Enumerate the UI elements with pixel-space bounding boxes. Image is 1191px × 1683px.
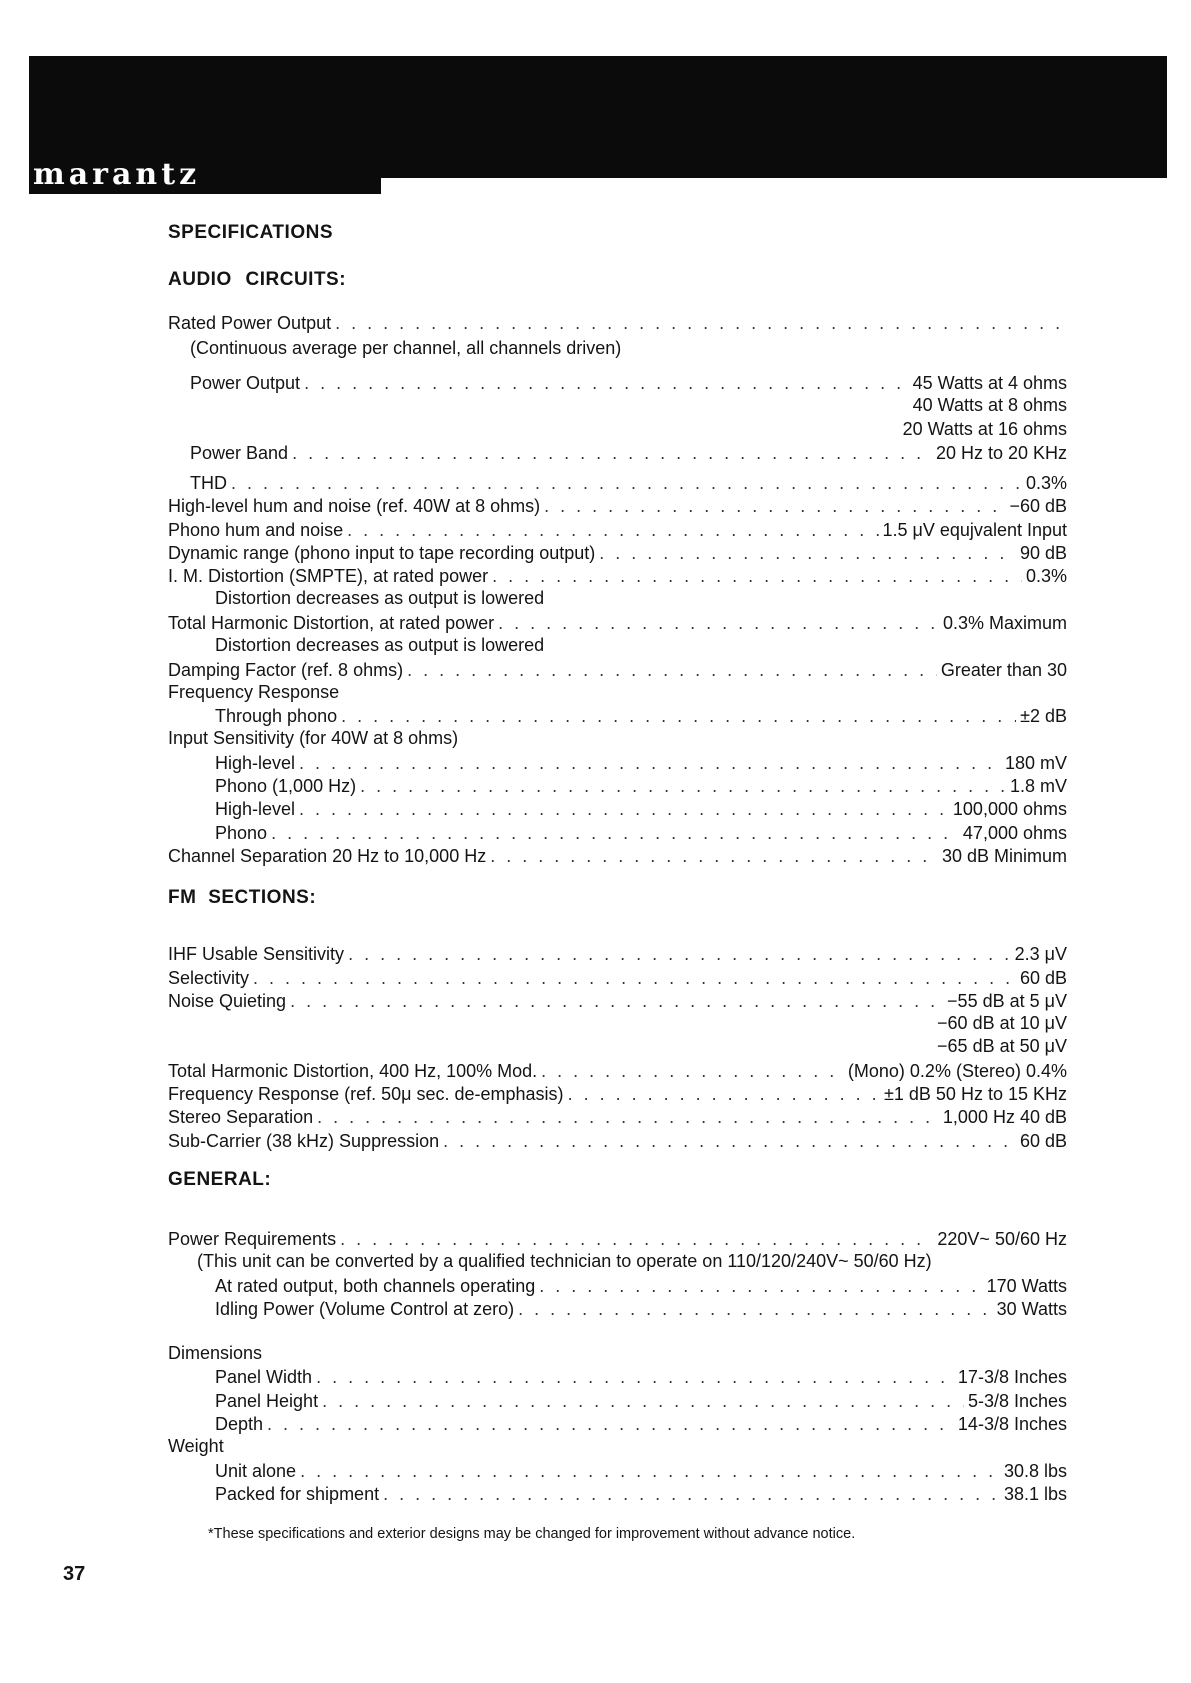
- dot-leader: [348, 943, 1011, 965]
- spec-label: Panel Width: [215, 1367, 313, 1388]
- spec-row-subcarrier: [168, 1128, 1067, 1151]
- spec-label: Frequency Response (ref. 50μ sec. de-emphasis): [168, 1084, 564, 1105]
- dot-leader: [568, 1083, 880, 1105]
- spec-value: 45 Watts at 4 ohms: [912, 373, 1067, 394]
- spec-row-damping: [168, 657, 1067, 680]
- spec-label: THD: [190, 473, 227, 494]
- spec-row-rated-output: [168, 1273, 1067, 1296]
- dot-leader: [231, 472, 1022, 494]
- spec-value: 100,000 ohms: [952, 799, 1067, 820]
- spec-row-sens-high: [168, 750, 1067, 773]
- spec-value: 40 Watts at 8 ohms: [912, 395, 1067, 416]
- spec-value: −55 dB at 5 μV: [947, 990, 1067, 1011]
- spec-value: 0.3% Maximum: [942, 612, 1067, 633]
- spacer: [168, 1320, 1067, 1342]
- dot-leader: [544, 495, 1005, 517]
- dot-leader: [341, 705, 1016, 727]
- dot-leader: [492, 565, 1022, 587]
- spec-value: 60 dB: [1019, 1130, 1067, 1151]
- spec-row-idling-power: [168, 1297, 1067, 1320]
- dot-leader: [599, 542, 1016, 564]
- spec-value: 170 Watts: [986, 1275, 1067, 1296]
- spec-value: ±2 dB: [1020, 706, 1067, 727]
- spec-label: Packed for shipment: [215, 1483, 380, 1504]
- page-number: 37: [63, 1563, 86, 1585]
- spec-row-hum-high-level: [168, 494, 1067, 517]
- dot-leader: [271, 822, 959, 844]
- spec-label: Power Band: [190, 443, 289, 464]
- spec-note: Distortion decreases as output is lowered: [215, 588, 545, 609]
- dot-leader: [347, 519, 878, 541]
- spec-value: Greater than 30: [940, 659, 1067, 680]
- spec-value: −65 dB at 50 μV: [937, 1036, 1067, 1057]
- spec-label: Unit alone: [215, 1460, 297, 1481]
- dot-leader: [360, 775, 1006, 797]
- spec-label: Total Harmonic Distortion, 400 Hz, 100% Mod.: [168, 1060, 538, 1081]
- spec-row-unit-alone: [168, 1458, 1067, 1481]
- spec-value: 1,000 Hz 40 dB: [942, 1107, 1067, 1128]
- dot-leader: [267, 1413, 954, 1435]
- spec-value: 30 Watts: [996, 1298, 1067, 1319]
- dot-leader: [407, 659, 937, 681]
- spec-value: 90 dB: [1019, 543, 1067, 564]
- dot-leader: [498, 612, 939, 634]
- spec-row-thd: [168, 464, 1067, 494]
- dot-leader: [541, 1060, 844, 1082]
- spec-value: 2.3 μV: [1014, 944, 1067, 965]
- spec-note: (This unit can be converted by a qualified technician to operate on 110/120/240V~ 50/60 Hz): [197, 1250, 932, 1271]
- dot-leader: [253, 967, 1016, 989]
- spec-label: Selectivity: [168, 967, 250, 988]
- spec-value: 1.8 mV: [1009, 776, 1067, 797]
- spec-label: Sub-Carrier (38 kHz) Suppression: [168, 1130, 440, 1151]
- spec-row-stereo-separation: [168, 1105, 1067, 1128]
- dot-leader: [304, 372, 909, 394]
- spec-label: Phono hum and noise: [168, 519, 344, 540]
- spec-content: [168, 222, 1067, 1505]
- spec-row-power-requirements: [168, 1227, 1067, 1250]
- spec-label: Channel Separation 20 Hz to 10,000 Hz: [168, 845, 487, 866]
- spec-value: 180 mV: [1004, 752, 1067, 773]
- spec-label: Dynamic range (phono input to tape recording output): [168, 543, 596, 564]
- spec-value: 30.8 lbs: [1003, 1460, 1067, 1481]
- spec-label: Noise Quieting: [168, 990, 287, 1011]
- spec-row-phono-hum: [168, 517, 1067, 540]
- spec-value: 5-3/8 Inches: [967, 1390, 1067, 1411]
- spec-value: ±1 dB 50 Hz to 15 KHz: [884, 1084, 1067, 1105]
- spec-label: Idling Power (Volume Control at zero): [215, 1298, 515, 1319]
- spec-label: Power Output: [190, 373, 301, 394]
- dot-leader: [539, 1275, 982, 1297]
- spec-row-ihf: [168, 942, 1067, 965]
- spec-label: High-level: [215, 752, 296, 773]
- spec-label: Power Requirements: [168, 1228, 337, 1249]
- spec-row-sens-phono: [168, 774, 1067, 797]
- spec-row-through-phono: [168, 704, 1067, 727]
- spec-value: 47,000 ohms: [962, 822, 1067, 843]
- spec-label: Phono (1,000 Hz): [215, 776, 357, 797]
- spec-label: Damping Factor (ref. 8 ohms): [168, 659, 404, 680]
- dot-leader: [300, 1460, 1000, 1482]
- spec-row-selectivity: [168, 965, 1067, 988]
- brand-logo: marantz: [33, 157, 201, 192]
- spec-label: Total Harmonic Distortion, at rated power: [168, 612, 495, 633]
- spec-row-fm-thd: [168, 1058, 1067, 1081]
- dot-leader: [322, 1390, 964, 1412]
- spec-row-panel-height: [168, 1388, 1067, 1411]
- dot-leader: [299, 798, 949, 820]
- spec-row-depth: [168, 1412, 1067, 1435]
- section-heading-audio: AUDIO CIRCUITS:: [168, 269, 347, 290]
- spec-value: −60 dB at 10 μV: [937, 1012, 1067, 1033]
- spec-row-fm-freq: [168, 1082, 1067, 1105]
- dot-leader: [335, 312, 1063, 334]
- spec-subheading: Dimensions: [168, 1342, 263, 1363]
- spec-subheading: Input Sensitivity (for 40W at 8 ohms): [168, 728, 459, 749]
- spec-value: 220V~ 50/60 Hz: [937, 1228, 1067, 1249]
- dot-leader: [340, 1228, 933, 1250]
- spec-row-channel-separation: [168, 844, 1067, 867]
- spec-label: High-level hum and noise (ref. 40W at 8 ohms): [168, 496, 541, 517]
- dot-leader: [316, 1366, 954, 1388]
- dot-leader: [292, 442, 932, 464]
- spec-label: At rated output, both channels operating: [215, 1275, 536, 1296]
- spec-value: 0.3%: [1025, 473, 1067, 494]
- spec-row-total-hd: [168, 611, 1067, 634]
- spec-value: 20 Watts at 16 ohms: [902, 418, 1067, 439]
- spec-value: 38.1 lbs: [1003, 1483, 1067, 1504]
- spec-subheading: Frequency Response: [168, 681, 340, 702]
- spec-value: 14-3/8 Inches: [957, 1413, 1067, 1434]
- spec-row-dynamic-range: [168, 541, 1067, 564]
- section-heading-fm: FM SECTIONS:: [168, 886, 317, 908]
- spec-label: Rated Power Output: [168, 313, 332, 334]
- dot-leader: [490, 845, 938, 867]
- section-heading-general: GENERAL:: [168, 1168, 272, 1190]
- spec-subheading: Weight: [168, 1435, 224, 1456]
- spec-label: Panel Height: [215, 1390, 319, 1411]
- spec-row-rated-power: [168, 311, 1067, 334]
- spec-label: Depth: [215, 1413, 264, 1434]
- spec-value: 0.3%: [1025, 566, 1067, 587]
- spec-label: High-level: [215, 799, 296, 820]
- spec-row-im-distortion: [168, 564, 1067, 587]
- spec-label: Through phono: [215, 706, 338, 727]
- page-title: SPECIFICATIONS: [168, 222, 333, 243]
- dot-leader: [518, 1298, 993, 1320]
- spec-row-power-band: [168, 441, 1067, 464]
- spec-note: Distortion decreases as output is lowered: [215, 634, 545, 655]
- spec-note: (Continuous average per channel, all channels driven): [190, 338, 622, 359]
- spec-value: (Mono) 0.2% (Stereo) 0.4%: [847, 1060, 1067, 1081]
- dot-leader: [443, 1130, 1016, 1152]
- spec-value: 60 dB: [1019, 967, 1067, 988]
- spec-value: 30 dB Minimum: [941, 845, 1067, 866]
- spec-value: 20 Hz to 20 KHz: [935, 443, 1067, 464]
- spec-row-panel-width: [168, 1365, 1067, 1388]
- dot-leader: [290, 990, 943, 1012]
- spec-label: Phono: [215, 822, 268, 843]
- spec-label: I. M. Distortion (SMPTE), at rated power: [168, 566, 489, 587]
- spec-label: IHF Usable Sensitivity: [168, 944, 345, 965]
- spec-row-noise-quieting: [168, 989, 1067, 1012]
- spec-row-power-output: [168, 364, 1067, 394]
- dot-leader: [317, 1106, 939, 1128]
- spec-row-imp-high: [168, 797, 1067, 820]
- spec-value: −60 dB: [1009, 496, 1067, 517]
- spec-label: Stereo Separation: [168, 1107, 314, 1128]
- spec-row-imp-phono: [168, 820, 1067, 843]
- spec-value: 1.5 μV equjvalent Input: [882, 519, 1067, 540]
- spec-value: 17-3/8 Inches: [957, 1367, 1067, 1388]
- spec-row-packed: [168, 1482, 1067, 1505]
- dot-leader: [383, 1483, 1000, 1505]
- dot-leader: [299, 752, 1001, 774]
- footnote: *These specifications and exterior designs may be changed for improvement without advance notice.: [208, 1526, 856, 1542]
